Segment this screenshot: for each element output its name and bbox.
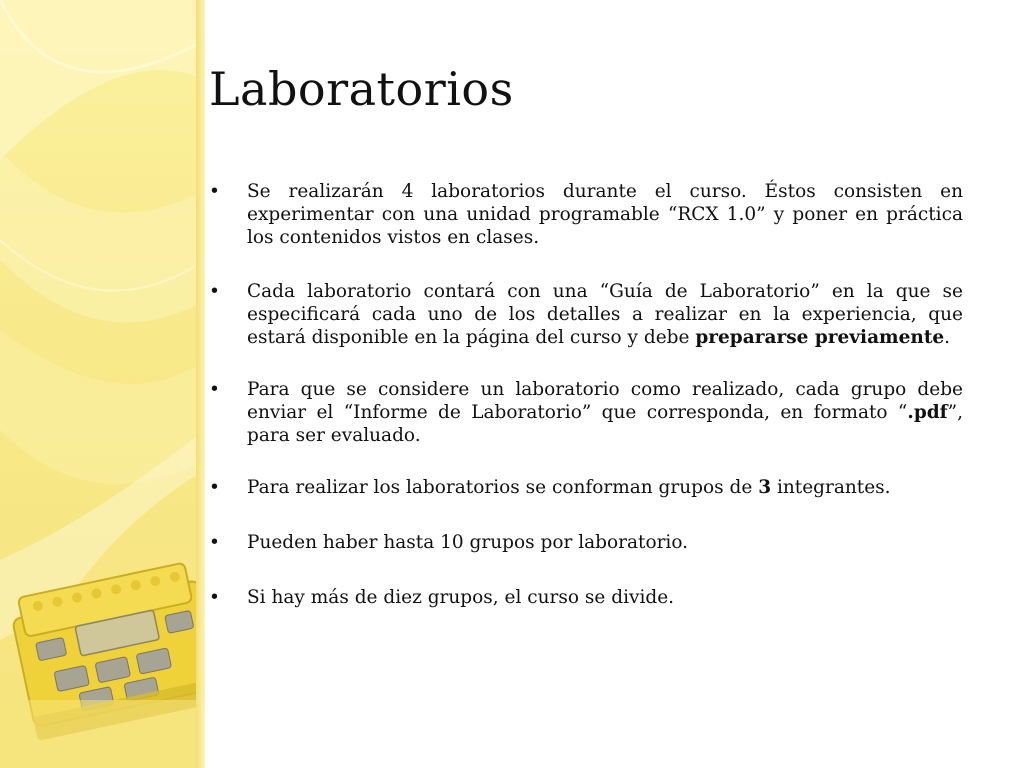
bullet-item	[209, 531, 963, 554]
bullet-item	[209, 378, 963, 447]
bullet-bold-text: .pdf	[907, 402, 948, 423]
bullet-item	[209, 280, 963, 349]
bullet-marker: •	[209, 379, 220, 400]
slide-title: Laboratorios	[209, 62, 514, 116]
rcx-brick-image	[0, 0, 205, 768]
bullet-bold-text: prepararse previamente	[695, 327, 945, 348]
bullet-text: Cada laboratorio contará con una “Guía de Laboratorio” en la que se especificará cada uno de los detalles a realizar en la experiencia, que estará disponible en la página del curso y debe	[247, 281, 963, 348]
panel-edge	[196, 0, 205, 768]
bullet-bold-text: 3	[758, 477, 772, 498]
bullet-text: Para realizar los laboratorios se conforman grupos de	[247, 477, 759, 498]
bullet-text: integrantes.	[771, 477, 891, 498]
bullet-list	[209, 180, 963, 609]
bullet-marker: •	[209, 587, 220, 608]
bullet-item	[209, 180, 963, 249]
bullet-marker: •	[209, 477, 220, 498]
bullet-text: Pueden haber hasta 10 grupos por laboratorio.	[247, 532, 689, 553]
bullet-item	[209, 476, 963, 499]
bullet-text: Si hay más de diez grupos, el curso se divide.	[247, 587, 675, 608]
bullet-text: Para que se considere un laboratorio como realizado, cada grupo debe enviar el “Informe de Laboratorio” que corresponda, en formato “	[247, 379, 963, 423]
bullet-text: Se realizarán 4 laboratorios durante el curso. Éstos consisten en experimentar con una unidad programable “RCX 1.0” y poner en práctica los contenidos vistos en clases.	[247, 181, 963, 248]
bullet-text: ”, para ser evaluado.	[247, 402, 963, 446]
bullet-marker: •	[209, 181, 220, 202]
bullet-text: .	[944, 327, 951, 348]
bullet-marker: •	[209, 532, 220, 553]
bullet-item	[209, 586, 963, 609]
bullet-marker: •	[209, 281, 220, 302]
decorative-side-panel	[0, 0, 205, 768]
